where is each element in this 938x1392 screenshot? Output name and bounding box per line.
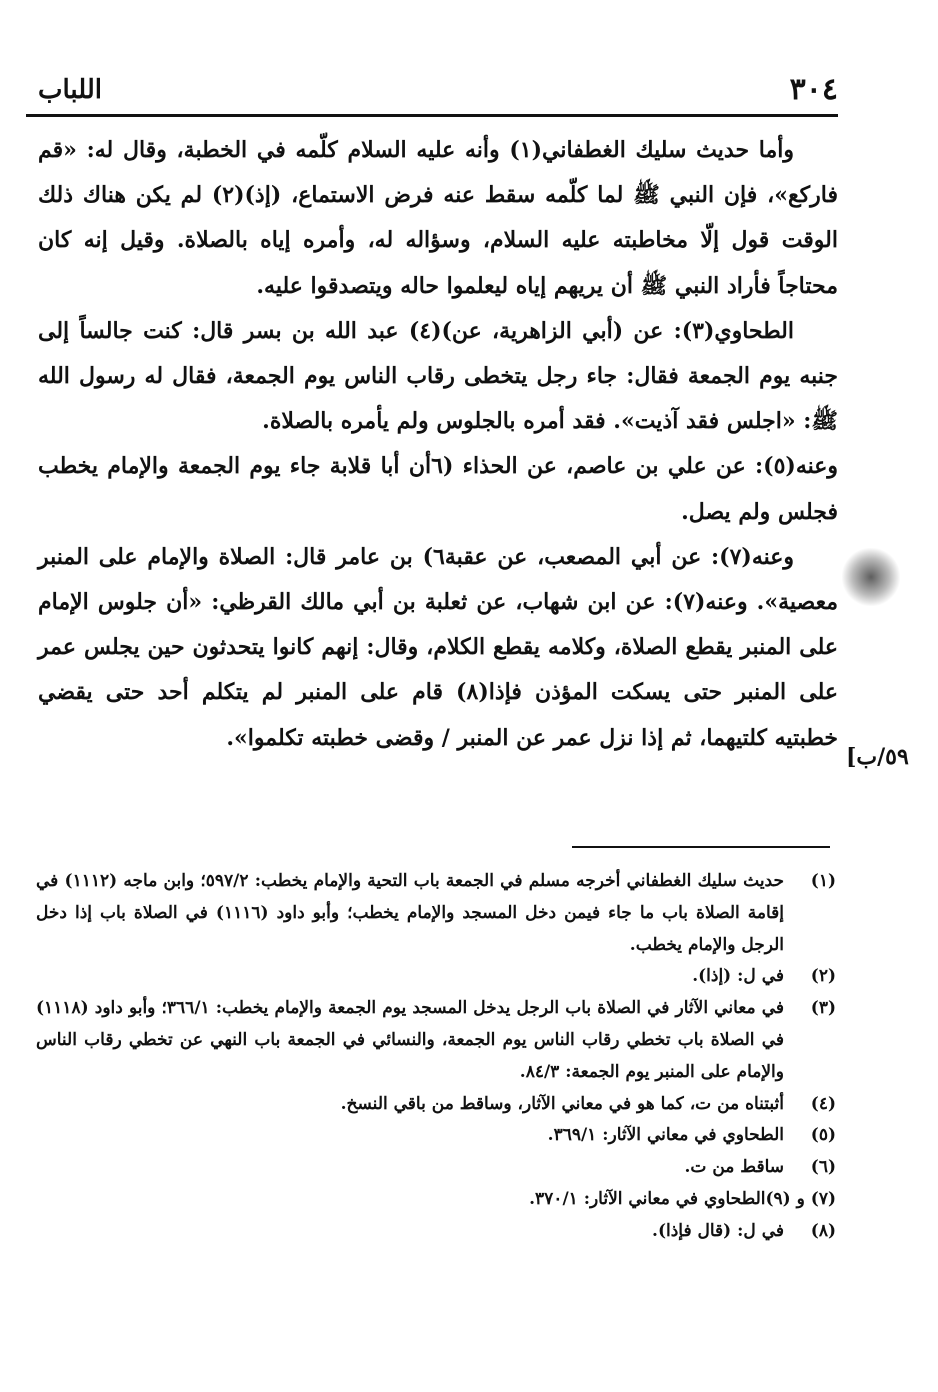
page-number: ٣٠٤ <box>789 72 838 107</box>
footnote <box>36 1089 836 1121</box>
footnote-text: في ل: (إذا). <box>692 966 784 987</box>
footnote-text: الطحاوي في معاني الآثار: ٣٧٠/١. <box>529 1188 766 1209</box>
footnote-number: (٣) <box>810 998 836 1019</box>
footnote <box>36 1184 836 1216</box>
footnote-text: الطحاوي في معاني الآثار: ٣٦٩/١. <box>547 1125 784 1146</box>
footnote-separator <box>572 846 830 848</box>
header-rule <box>26 114 838 117</box>
paragraph: الطحاوي(٣): عن (أبي الزاهرية، عن)(٤) عبد الله بن بسر قال: كنت جالساً إلى جنبه يوم الجمعة فقال: جاء رجل يتخطى رقاب الناس يوم الجمعة، فقال له رسول الله ﷺ: «اجلس فقد آذيت». فقد أمره بالجلوس ولم يأمره بالصلاة. <box>38 317 838 435</box>
running-title: اللباب <box>38 75 102 105</box>
footnote-number: (٤) <box>810 1093 836 1114</box>
footnote-number: (٥) <box>810 1125 836 1146</box>
footnote <box>36 993 836 1088</box>
main-text <box>38 128 838 761</box>
ink-smudge <box>842 548 900 606</box>
footnote-number: (٨) <box>810 1220 836 1241</box>
footnote <box>36 1152 836 1184</box>
footnote-text: أثبتناه من ت، كما هو في معاني الآثار، وساقط من باقي النسخ. <box>340 1093 784 1114</box>
paragraph: وعنه(٧): عن أبي المصعب، عن عقبة٦) بن عامر قال: الصلاة والإمام على المنبر معصية». وعنه(٧): عن ابن شهاب، عن ثعلبة بن أبي مالك القرظي: «أن جلوس الإمام على المنبر يقطع الصلاة، وكلامه يقطع الكلام، وقال: إنهم كانوا يتحدثون حين يجلس عمر على المنبر حتى يسكت المؤذن فإذا(٨) قام على المنبر لم يتكلم أحد حتى يقضي خطبتيه كلتيهما، ثم إذا نزل عمر عن المنبر / وقضى خطبته تكلموا». <box>38 543 839 751</box>
footnote-text: في معاني الآثار في الصلاة باب الرجل يدخل المسجد يوم الجمعة والإمام يخطب: ٣٦٦/١؛ وأبو داود (١١١٨) في الصلاة باب تخطي رقاب الناس يوم الجمعة، والنسائي في الجمعة باب النهي عن تخطي رقاب الناس والإمام على المنبر يوم الجمعة: ٨٤/٣. <box>36 998 784 1082</box>
paragraph: وعنه(٥): عن علي بن عاصم، عن الحذاء (٦أن أبا قلابة جاء يوم الجمعة والإمام يخطب فجلس ولم يصل. <box>38 453 838 525</box>
footnotes <box>36 866 836 1248</box>
footnote <box>36 1216 836 1248</box>
footnote <box>36 1120 836 1152</box>
paragraph: وأما حديث سليك الغطفاني(١) وأنه عليه السلام كلّمه في الخطبة، وقال له: «قم فاركع»، فإن النبي ﷺ لما كلّمه سقط عنه فرض الاستماع، (إذ)(٢) لم يكن هناك ذلك الوقت قول إلّا مخاطبته عليه السلام، وسؤاله له، وأمره إياه بالصلاة. وقيل إنه كان محتاجاً فأراد النبي ﷺ أن يريهم إياه ليعلموا حاله ويتصدقوا عليه. <box>38 137 838 299</box>
footnote <box>36 866 836 961</box>
folio-margin-note: [٥٩/ب <box>846 744 909 770</box>
footnote <box>36 961 836 993</box>
footnote-text: حديث سليك الغطفاني أخرجه مسلم في الجمعة باب التحية والإمام يخطب: ٥٩٧/٢؛ وابن ماجه (١١١٢) في إقامة الصلاة باب ما جاء فيمن دخل المسجد والإمام يخطب؛ وأبو داود (١١١٦) في الصلاة باب إذا دخل الرجل والإمام يخطب. <box>36 871 785 955</box>
footnote-number: (٧) و (٩) <box>765 1188 836 1209</box>
footnote-number: (٢) <box>810 966 836 987</box>
footnote-number: (١) <box>810 871 836 891</box>
footnote-text: ساقط من ت. <box>684 1157 784 1178</box>
page-header <box>38 72 838 108</box>
footnote-text: في ل: (قال فإذا). <box>652 1220 784 1241</box>
footnote-number: (٦) <box>810 1157 836 1178</box>
